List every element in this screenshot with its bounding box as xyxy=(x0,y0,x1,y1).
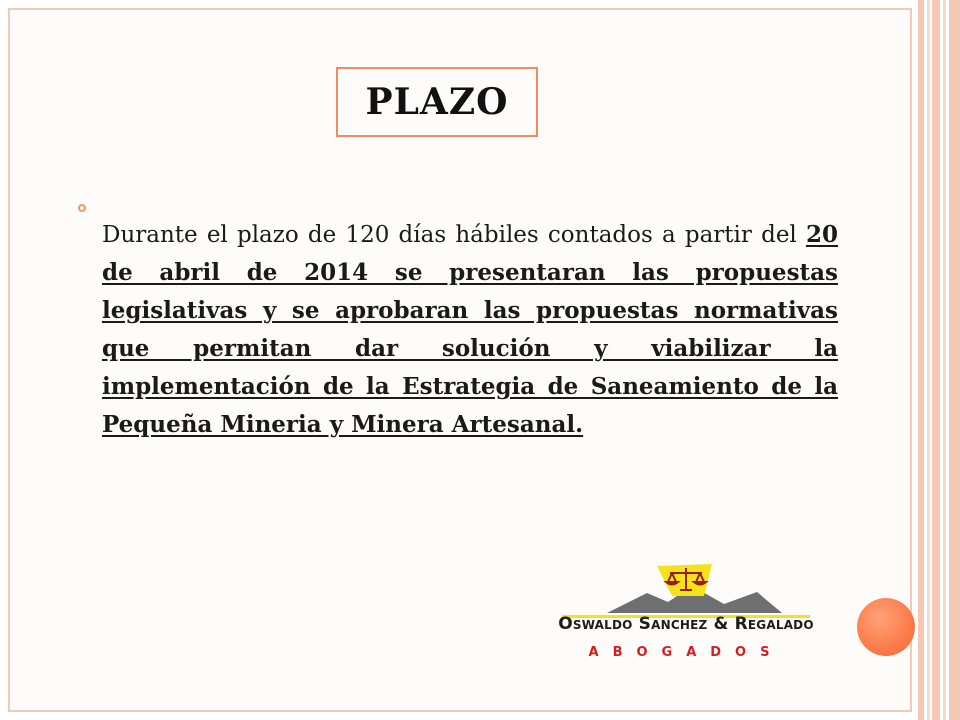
decorative-orb xyxy=(857,598,915,656)
stripe xyxy=(927,0,930,720)
stripe xyxy=(949,0,960,720)
stripe xyxy=(943,0,946,720)
bullet-text-emphasis: 20 de abril de 2014 se presentaran las propuestas legislativas y se aprobaran las propuestas normativas que permitan dar solución y viabilizar la implementación de la Estrategia de Saneamiento de la Pequeña Mineria y Minera Artesanal. xyxy=(102,221,838,438)
bullet-item xyxy=(78,193,840,467)
decorative-stripes xyxy=(918,0,960,720)
logo-tagline: ABOGADOS xyxy=(588,645,784,660)
stripe xyxy=(932,0,940,720)
bullet-text xyxy=(102,216,838,444)
bullet-circle-icon xyxy=(78,204,86,212)
logo-mountains-graphic xyxy=(552,560,820,620)
stripe xyxy=(918,0,924,720)
slide-title: PLAZO xyxy=(365,81,509,123)
bullet-text-plain: Durante el plazo de 120 días hábiles contados a partir del xyxy=(102,222,806,248)
logo-firm-name: Oswaldo Sanchez & Regalado xyxy=(558,614,814,634)
title-box xyxy=(336,67,538,137)
firm-logo xyxy=(552,560,820,670)
